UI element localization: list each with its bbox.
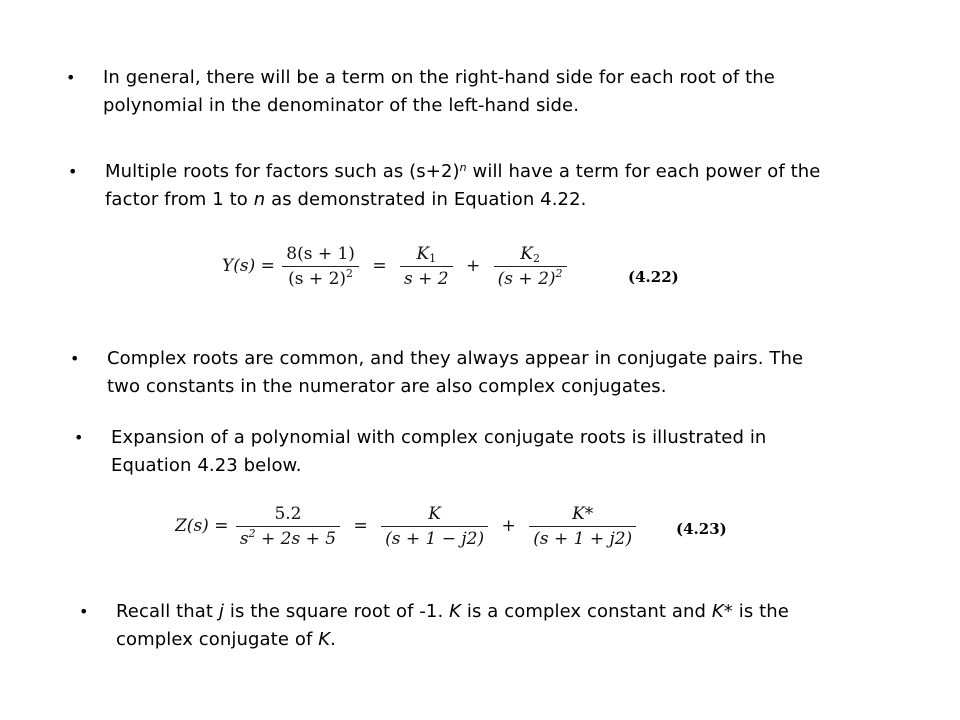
bullet-dot: • (74, 428, 84, 447)
italic-k-star: K* (711, 601, 733, 622)
exponent: 2 (346, 267, 354, 280)
exponent: 2 (248, 527, 256, 540)
fraction (494, 244, 567, 289)
k-symbol: K (416, 244, 430, 264)
text-run: is the square root of -1. (224, 601, 450, 622)
subscript: 1 (429, 252, 437, 265)
bullet-dot: • (68, 162, 78, 181)
subscript: 2 (532, 252, 540, 265)
italic-j: j (218, 601, 225, 622)
equation-4-22 (222, 244, 569, 289)
italic-n: n (253, 189, 266, 210)
fraction (381, 504, 488, 549)
bullet-dot: • (66, 68, 76, 87)
bullet-line: Complex roots are common, and they always appear in conjugate pairs. The (107, 348, 804, 369)
k-symbol: K (520, 244, 533, 264)
denominator-text: + 2s + 5 (255, 529, 337, 549)
equals-sign: = (353, 516, 368, 536)
bullet-line (105, 158, 820, 186)
denominator (236, 527, 340, 549)
bullet-line (116, 626, 789, 654)
bullet-line: two constants in the numerator are also complex conjugates. (107, 376, 667, 397)
text-run: as demonstrated in Equation 4.22. (265, 189, 587, 210)
bullet-line: Equation 4.23 below. (111, 455, 302, 476)
text-run: Multiple roots for factors such as (s+2) (105, 161, 460, 182)
bullet-item-5 (79, 598, 789, 654)
superscript-n: n (459, 161, 467, 174)
text-run: complex conjugate of (116, 629, 319, 650)
plus-sign: + (466, 256, 481, 276)
text-run: factor from 1 to (105, 189, 254, 210)
bullet-line (105, 186, 820, 214)
denominator (282, 267, 359, 289)
numerator (400, 244, 453, 267)
fraction (400, 244, 453, 289)
numerator: 8(s + 1) (282, 244, 359, 267)
text-run: is a complex constant and (461, 601, 712, 622)
bullet-line: polynomial in the denominator of the left-hand side. (103, 95, 580, 116)
exponent: 2 (555, 267, 563, 280)
text-run: is the (732, 601, 789, 622)
bullet-line (116, 598, 789, 626)
fraction (236, 504, 340, 549)
fraction (529, 504, 636, 549)
equation-4-23 (175, 504, 638, 549)
plus-sign: + (501, 516, 516, 536)
denominator-text: s (239, 529, 249, 549)
text-run: Recall that (116, 601, 219, 622)
denominator: (s + 1 + j2) (533, 529, 633, 549)
denominator-text: (s + 2) (288, 269, 347, 289)
bullet-dot: • (79, 602, 89, 621)
equation-number: (4.22) (628, 268, 679, 286)
text-run: . (330, 629, 336, 650)
italic-k: K (449, 601, 462, 622)
fraction (282, 244, 359, 289)
equals-sign: = (372, 256, 387, 276)
bullet-item-2 (68, 158, 821, 214)
numerator: K* (529, 504, 636, 527)
bullet-line: In general, there will be a term on the right-hand side for each root of the (103, 67, 775, 88)
denominator-text: (s + 2) (497, 269, 556, 289)
equation-lhs: Z(s) = (175, 516, 229, 536)
italic-k: K (318, 629, 331, 650)
denominator: s + 2 (404, 269, 449, 289)
bullet-item-4 (74, 424, 767, 480)
text-run: will have a term for each power of the (466, 161, 821, 182)
bullet-line: Expansion of a polynomial with complex conjugate roots is illustrated in (111, 427, 767, 448)
bullet-item-1 (66, 64, 775, 120)
denominator (494, 267, 567, 289)
numerator: 5.2 (236, 504, 340, 527)
numerator (494, 244, 567, 267)
bullet-item-3 (70, 345, 804, 401)
equation-lhs: Y(s) = (222, 256, 275, 276)
equation-number: (4.23) (676, 520, 727, 538)
bullet-dot: • (70, 349, 80, 368)
denominator: (s + 1 − j2) (385, 529, 485, 549)
numerator: K (381, 504, 488, 527)
